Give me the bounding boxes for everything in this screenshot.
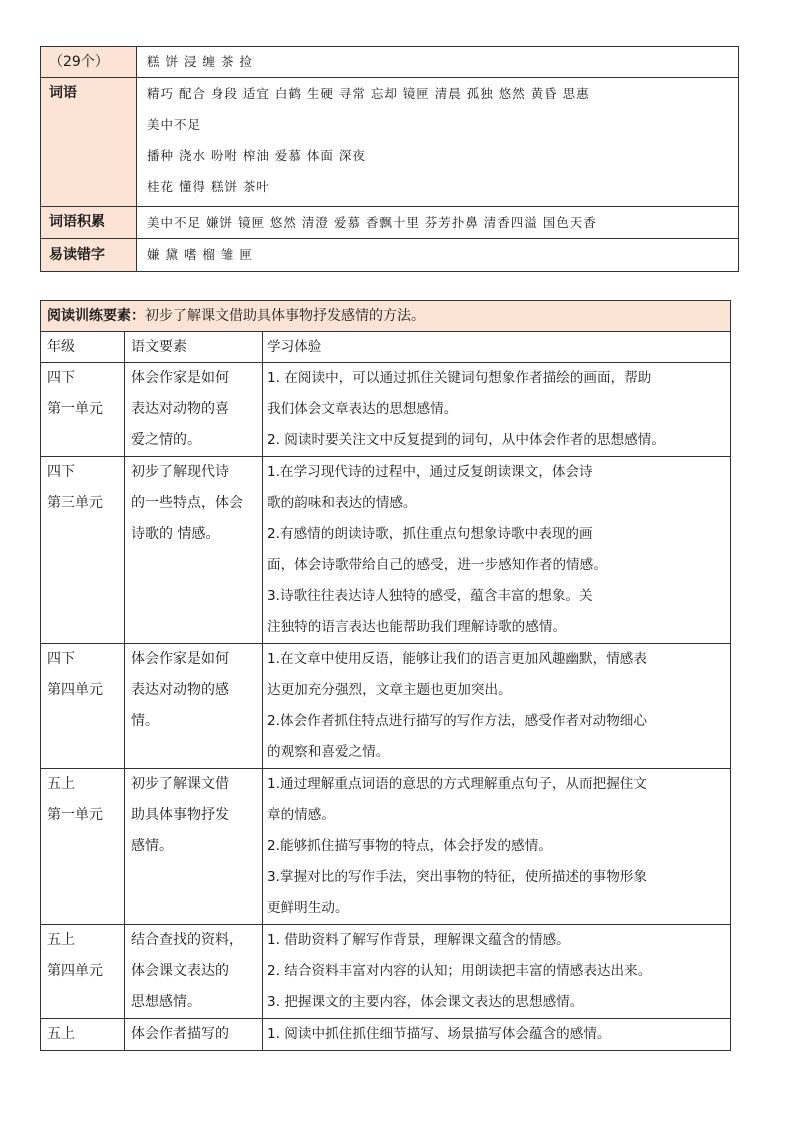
vocabulary-row-label: （29个） xyxy=(41,47,137,78)
vocabulary-line: 精巧 配合 身段 适宜 白鹤 生硬 寻常 忘却 镜匣 清晨 孤独 悠然 黄昏 思惠 xyxy=(147,86,590,101)
unit-grade-cell xyxy=(41,925,125,1019)
cell-line: 体会作家是如何 xyxy=(131,651,229,667)
unit-experience-cell xyxy=(263,769,731,925)
cell-line: 3.掌握对比的写作手法，突出事物的特征，使所描述的事物形象 xyxy=(267,869,647,885)
unit-element-cell xyxy=(125,457,263,644)
cell-line: 四下 xyxy=(47,464,75,480)
cell-line: 四下 xyxy=(47,370,75,386)
unit-row xyxy=(41,644,731,769)
cell-line: 第四单元 xyxy=(47,963,103,979)
cell-line: 1.在文章中使用反语，能够让我们的语言更加风趣幽默，情感表 xyxy=(267,651,647,667)
cell-line: 感情。 xyxy=(131,838,173,854)
cell-line: 2.体会作者抓住特点进行描写的写作方法，感受作者对动物细心 xyxy=(267,713,647,729)
cell-line: 2. 阅读时要关注文中反复提到的词句，从中体会作者的思想感情。 xyxy=(267,432,665,448)
vocabulary-row-content xyxy=(137,239,739,272)
cell-line: 1. 借助资料了解写作背景，理解课文蕴含的情感。 xyxy=(267,932,570,948)
cell-line: 歌的韵味和表达的情感。 xyxy=(267,495,417,511)
cell-line: 初步了解现代诗 xyxy=(131,464,229,480)
reading-training-table xyxy=(40,300,731,1051)
vocabulary-line: 美中不足 嫌饼 镜匣 悠然 清澄 爱慕 香飘十里 芬芳扑鼻 清香四溢 国色天香 xyxy=(147,215,597,230)
unit-experience-cell xyxy=(263,457,731,644)
vocabulary-table xyxy=(40,46,739,272)
cell-line: 初步了解课文借 xyxy=(131,776,229,792)
cell-line: 注独特的语言表达也能帮助我们理解诗歌的感情。 xyxy=(267,619,567,635)
vocabulary-line: 播种 浇水 吩咐 榨油 爱慕 体面 深夜 xyxy=(147,148,366,163)
cell-line: 四下 xyxy=(47,651,75,667)
cell-line: 第四单元 xyxy=(47,682,103,698)
unit-grade-cell xyxy=(41,644,125,769)
vocabulary-row-label: 词语积累 xyxy=(41,207,137,239)
cell-line: 诗歌的 情感。 xyxy=(131,526,220,542)
cell-line: 五上 xyxy=(47,932,75,948)
cell-line: 情。 xyxy=(131,713,159,729)
unit-row xyxy=(41,1019,731,1051)
cell-line: 的一些特点，体会 xyxy=(131,495,243,511)
column-header-grade: 年级 xyxy=(41,332,125,363)
cell-line: 体会作者描写的 xyxy=(131,1026,229,1042)
column-header-row xyxy=(41,332,731,363)
cell-line: 第一单元 xyxy=(47,401,103,417)
cell-line: 1. 阅读中抓住抓住细节描写、场景描写体会蕴含的感情。 xyxy=(267,1026,611,1042)
column-header-element: 语文要素 xyxy=(125,332,263,363)
cell-line: 1. 在阅读中，可以通过抓住关键词句想象作者描绘的画面，帮助 xyxy=(267,370,652,386)
cell-line: 的观察和喜爱之情。 xyxy=(267,744,390,760)
vocabulary-line: 糕 饼 浸 缠 茶 捡 xyxy=(147,54,253,69)
vocabulary-row-content xyxy=(137,47,739,78)
column-header-experience: 学习体验 xyxy=(263,332,731,363)
cell-line: 第一单元 xyxy=(47,807,103,823)
unit-row xyxy=(41,457,731,644)
reading-element-title xyxy=(41,301,731,332)
unit-grade-cell xyxy=(41,769,125,925)
cell-line: 1.在学习现代诗的过程中，通过反复朗读课文，体会诗 xyxy=(267,464,593,480)
cell-line: 1.通过理解重点词语的意思的方式理解重点句子，从而把握住文 xyxy=(267,776,647,792)
cell-line: 2.有感情的朗读诗歌，抓住重点句想象诗歌中表现的画 xyxy=(267,526,593,542)
vocabulary-row-content xyxy=(137,207,739,239)
vocabulary-row-label: 易读错字 xyxy=(41,239,137,272)
cell-line: 爱之情的。 xyxy=(131,432,201,448)
cell-line: 达更加充分强烈，文章主题也更加突出。 xyxy=(267,682,512,698)
cell-line: 思想感情。 xyxy=(131,994,201,1010)
cell-line: 我们体会文章表达的思想感情。 xyxy=(267,401,458,417)
unit-grade-cell xyxy=(41,457,125,644)
vocabulary-row xyxy=(41,78,739,207)
unit-element-cell xyxy=(125,644,263,769)
cell-line: 五上 xyxy=(47,1026,75,1042)
reading-element-text: 初步了解课文借助具体事物抒发感情的方法。 xyxy=(145,308,425,324)
cell-line: 第三单元 xyxy=(47,495,103,511)
cell-line: 助具体事物抒发 xyxy=(131,807,229,823)
cell-line: 面，体会诗歌带给自己的感受，进一步感知作者的情感。 xyxy=(267,557,607,573)
cell-line: 3. 把握课文的主要内容，体会课文表达的思想感情。 xyxy=(267,994,584,1010)
cell-line: 章的情感。 xyxy=(267,807,335,823)
cell-line: 2. 结合资料丰富对内容的认知；用朗读把丰富的情感表达出来。 xyxy=(267,963,652,979)
unit-experience-cell xyxy=(263,363,731,457)
cell-line: 2.能够抓住描写事物的特点，体会抒发的感情。 xyxy=(267,838,552,854)
unit-experience-cell xyxy=(263,925,731,1019)
vocabulary-row xyxy=(41,239,739,272)
vocabulary-row-label: 词语 xyxy=(41,78,137,207)
cell-line: 结合查找的资料， xyxy=(131,932,243,948)
unit-row xyxy=(41,769,731,925)
vocabulary-line: 桂花 懂得 糕饼 茶叶 xyxy=(147,179,270,194)
vocabulary-line: 美中不足 xyxy=(147,117,202,132)
unit-experience-cell xyxy=(263,1019,731,1051)
vocabulary-line: 嫌 黛 嗜 榴 雏 匣 xyxy=(147,247,253,262)
cell-line: 3.诗歌往往表达诗人独特的感受，蕴含丰富的想象。关 xyxy=(267,588,593,604)
cell-line: 五上 xyxy=(47,776,75,792)
vocabulary-row-content xyxy=(137,78,739,207)
unit-element-cell xyxy=(125,769,263,925)
vocabulary-row xyxy=(41,207,739,239)
cell-line: 表达对动物的喜 xyxy=(131,401,229,417)
cell-line: 更鲜明生动。 xyxy=(267,900,349,916)
unit-element-cell xyxy=(125,925,263,1019)
unit-element-cell xyxy=(125,1019,263,1051)
unit-element-cell xyxy=(125,363,263,457)
cell-line: 表达对动物的感 xyxy=(131,682,229,698)
unit-row xyxy=(41,363,731,457)
reading-element-label: 阅读训练要素： xyxy=(47,308,145,324)
unit-grade-cell xyxy=(41,1019,125,1051)
vocabulary-row xyxy=(41,47,739,78)
cell-line: 体会作家是如何 xyxy=(131,370,229,386)
unit-row xyxy=(41,925,731,1019)
unit-grade-cell xyxy=(41,363,125,457)
cell-line: 体会课文表达的 xyxy=(131,963,229,979)
unit-experience-cell xyxy=(263,644,731,769)
